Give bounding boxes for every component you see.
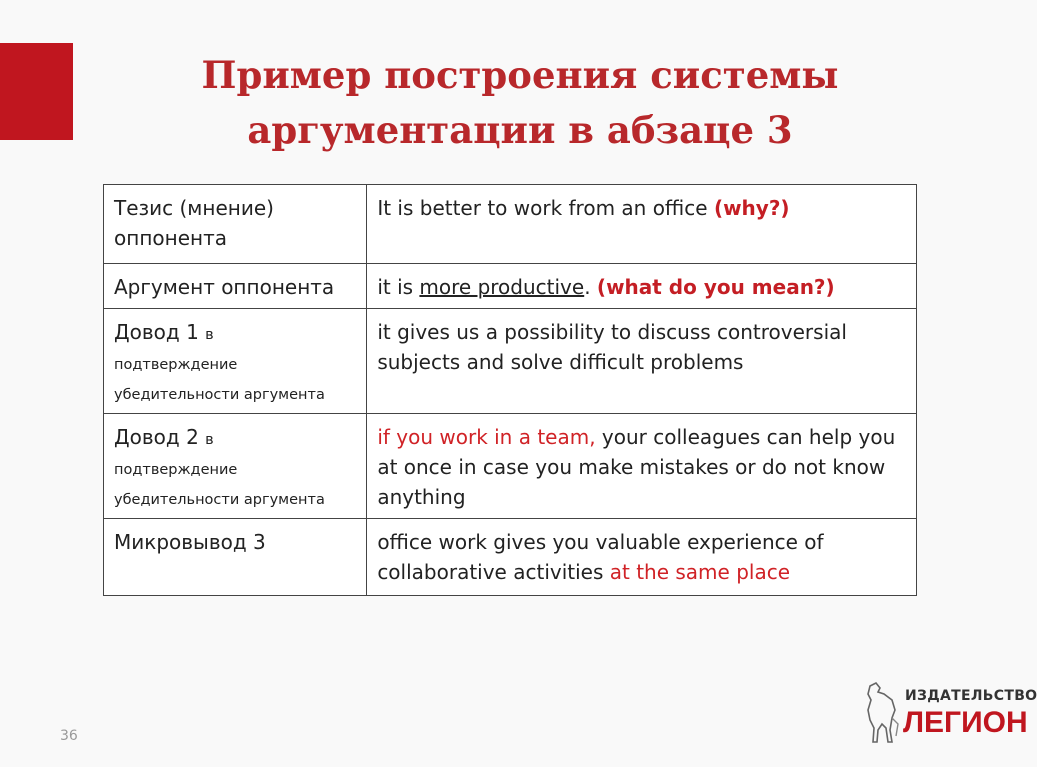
accent-block bbox=[0, 43, 73, 140]
table-row-reason-2 bbox=[104, 414, 917, 519]
argument-post: . bbox=[584, 275, 597, 299]
row-content bbox=[367, 264, 917, 309]
reason-1-in: в bbox=[205, 327, 214, 343]
publisher-name: ЛЕГИОН bbox=[903, 706, 1028, 739]
row-label: Тезис (мнение) оппонента bbox=[104, 185, 367, 264]
table-row-conclusion bbox=[104, 519, 917, 596]
row-label: Аргумент оппонента bbox=[104, 264, 367, 309]
table-row-thesis bbox=[104, 185, 917, 264]
argument-question: (what do you mean?) bbox=[596, 275, 835, 299]
title-line-1: Пример построения системы bbox=[201, 53, 839, 97]
argument-pre: it is bbox=[377, 275, 420, 299]
publisher-label: ИЗДАТЕЛЬСТВО bbox=[905, 688, 1037, 704]
conclusion-place: at the same place bbox=[609, 560, 791, 584]
row-content bbox=[367, 185, 917, 264]
reason-2-title: Довод 2 bbox=[114, 425, 206, 449]
reason-2-note: подтверждение убедительности аргумента bbox=[114, 462, 325, 508]
reason-2-text: your colleagues can help you at once in case you make mistakes or do not know anything bbox=[377, 425, 896, 509]
thesis-question: (why?) bbox=[713, 196, 790, 220]
table-row-argument bbox=[104, 264, 917, 309]
row-content bbox=[367, 414, 917, 519]
argument-table bbox=[103, 184, 917, 596]
title-line-2: аргументации в абзаце 3 bbox=[247, 108, 793, 152]
publisher-logo bbox=[862, 680, 1037, 746]
row-content bbox=[367, 519, 917, 596]
reason-1-note: подтверждение убедительности аргумента bbox=[114, 357, 325, 403]
argument-underlined: more productive bbox=[419, 275, 585, 299]
reason-1-title: Довод 1 bbox=[114, 320, 206, 344]
conclusion-text: office work gives you valuable experience of collaborative activities bbox=[377, 530, 824, 584]
table-row-reason-1 bbox=[104, 309, 917, 414]
reason-2-in: в bbox=[205, 432, 214, 448]
row-content: it gives us a possibility to discuss controversial subjects and solve difficult problems bbox=[367, 309, 917, 414]
page-number: 36 bbox=[60, 728, 78, 744]
row-label: Микровывод 3 bbox=[104, 519, 367, 596]
reason-2-condition: if you work in a team, bbox=[377, 425, 596, 449]
horse-icon bbox=[862, 680, 902, 746]
thesis-text: It is better to work from an office bbox=[377, 196, 714, 220]
slide-title bbox=[140, 48, 900, 158]
row-label bbox=[104, 309, 367, 414]
row-label bbox=[104, 414, 367, 519]
